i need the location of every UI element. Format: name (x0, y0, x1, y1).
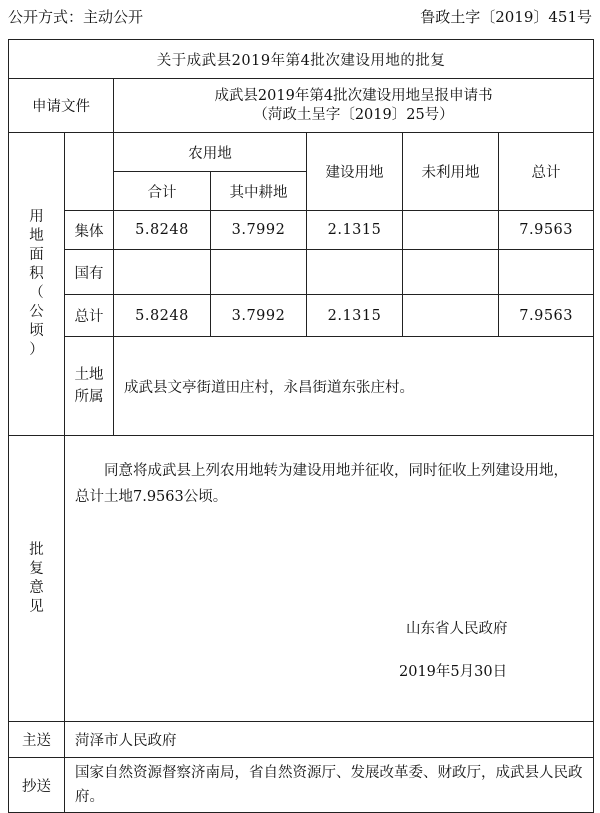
cell-unused (403, 250, 499, 295)
cell-arable: 3.7992 (211, 211, 307, 250)
cell-unused (403, 295, 499, 337)
cell-total (499, 250, 594, 295)
cell-total: 7.9563 (499, 211, 594, 250)
approval-text: 同意将成武县上列农用地转为建设用地并征收，同时征收上列建设用地，总计土地7.9563公顷。 (75, 463, 568, 505)
land-owner-label: 土地 所属 (65, 337, 114, 436)
table-row (9, 295, 594, 337)
application-line-1: 成武县2019年第4批次建设用地呈报申请书 (214, 87, 493, 104)
land-owner-value: 成武县文亭街道田庄村，永昌街道东张庄村。 (114, 337, 594, 436)
application-line-2: （菏政土呈字〔2019〕25号） (253, 106, 454, 123)
cell-arable (211, 250, 307, 295)
cell-construction (307, 250, 403, 295)
approval-label: 批 复 意 见 (9, 436, 65, 722)
application-label: 申请文件 (9, 79, 114, 133)
cell-construction: 2.1315 (307, 211, 403, 250)
table-row (9, 250, 594, 295)
col-agri-land: 农用地 (114, 133, 307, 172)
cell-construction: 2.1315 (307, 295, 403, 337)
area-label: 用 地 面 积 （ 公 顷 ） (9, 133, 65, 436)
disclosure-mode: 公开方式：主动公开 (8, 8, 144, 26)
row-label: 总计 (65, 295, 114, 337)
blank-header-cell (65, 133, 114, 211)
col-arable: 其中耕地 (211, 172, 307, 211)
approval-date: 2019年5月30日 (399, 664, 508, 680)
cc-value: 国家自然资源督察济南局，省自然资源厅、发展改革委、财政厅，成武县人民政府。 (65, 758, 594, 813)
approval-opinion (65, 436, 594, 722)
approval-organization: 山东省人民政府 (406, 621, 508, 637)
row-label: 集体 (65, 211, 114, 250)
cell-agri-total (114, 250, 211, 295)
col-agri-total: 合计 (114, 172, 211, 211)
send-to-value: 菏泽市人民政府 (65, 722, 594, 758)
cell-total: 7.9563 (499, 295, 594, 337)
row-label: 国有 (65, 250, 114, 295)
cell-unused (403, 211, 499, 250)
col-grand-total: 总计 (499, 133, 594, 211)
cell-agri-total: 5.8248 (114, 295, 211, 337)
application-document (114, 79, 594, 133)
cell-agri-total: 5.8248 (114, 211, 211, 250)
document-number: 鲁政土字〔2019〕451号 (420, 8, 592, 26)
approval-form-table (8, 39, 594, 813)
col-construction-land: 建设用地 (307, 133, 403, 211)
cc-label: 抄送 (9, 758, 65, 813)
cell-arable: 3.7992 (211, 295, 307, 337)
col-unused-land: 未利用地 (403, 133, 499, 211)
document-title: 关于成武县2019年第4批次建设用地的批复 (9, 40, 594, 79)
send-to-label: 主送 (9, 722, 65, 758)
table-row (9, 211, 594, 250)
